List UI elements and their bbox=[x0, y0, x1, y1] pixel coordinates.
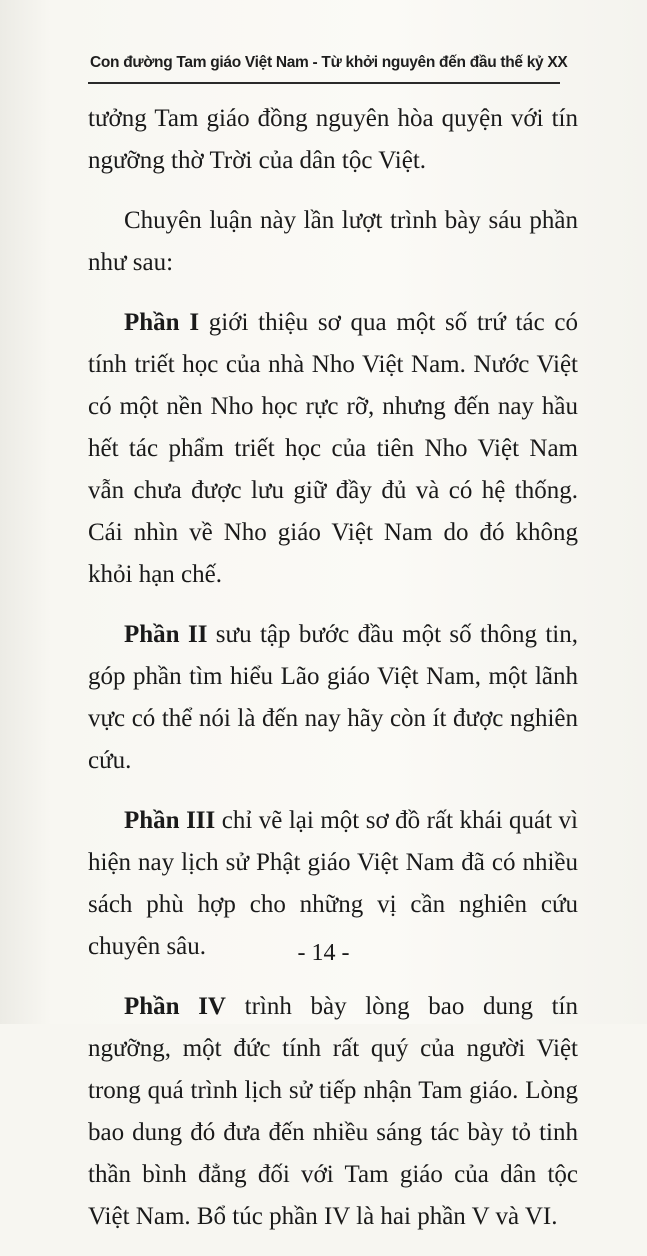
paragraph-continuation bbox=[88, 98, 578, 182]
header-rule bbox=[88, 82, 560, 84]
paragraph-intro bbox=[88, 200, 578, 284]
paragraph-text: Chuyên luận này lần lượt trình bày sáu phần như sau: bbox=[88, 207, 578, 276]
paragraph-lead: Phần III bbox=[124, 807, 216, 834]
body-text bbox=[88, 98, 578, 1256]
paragraph-text: trình bày lòng bao dung tín ngưỡng, một đức tính rất quý của người Việt trong quá trình lịch sử tiếp nhận Tam giáo. Lòng bao dung đó đưa đến nhiều sáng tác bày tỏ tinh thần bình đẳng đối với Tam giáo của dân tộc Việt Nam. Bổ túc phần IV là hai phần V và VI. bbox=[88, 993, 578, 1230]
paragraph-lead: Phần IV bbox=[124, 993, 226, 1020]
paragraph-part-2 bbox=[88, 614, 578, 782]
paragraph-text: chỉ vẽ lại một sơ đồ rất khái quát vì hiện nay lịch sử Phật giáo Việt Nam đã có nhiều sách phù hợp cho những vị cần nghiên cứu chuyên sâu. bbox=[88, 807, 579, 960]
paragraph-text: giới thiệu sơ qua một số trứ tác có tính triết học của nhà Nho Việt Nam. Nước Việt có một nền Nho học rực rỡ, nhưng đến nay hầu hết tác phẩm triết học của tiên Nho Việt Nam vẫn chưa được lưu giữ đầy đủ và có hệ thống. Cái nhìn về Nho giáo Việt Nam do đó không khỏi hạn chế. bbox=[88, 309, 578, 588]
paragraph-part-1 bbox=[88, 302, 578, 596]
paragraph-lead: Phần II bbox=[124, 621, 208, 648]
paragraph-lead: Phần I bbox=[124, 309, 200, 336]
paragraph-text: tưởng Tam giáo đồng nguyên hòa quyện với tín ngưỡng thờ Trời của dân tộc Việt. bbox=[88, 105, 578, 174]
running-header: Con đường Tam giáo Việt Nam - Từ khởi nguyên đến đầu thế kỷ XX bbox=[90, 54, 568, 71]
page-number: - 14 - bbox=[297, 940, 350, 966]
paragraph-text: sưu tập bước đầu một số thông tin, góp phần tìm hiểu Lão giáo Việt Nam, một lãnh vực có thể nói là đến nay hãy còn ít được nghiên cứu. bbox=[88, 621, 578, 774]
